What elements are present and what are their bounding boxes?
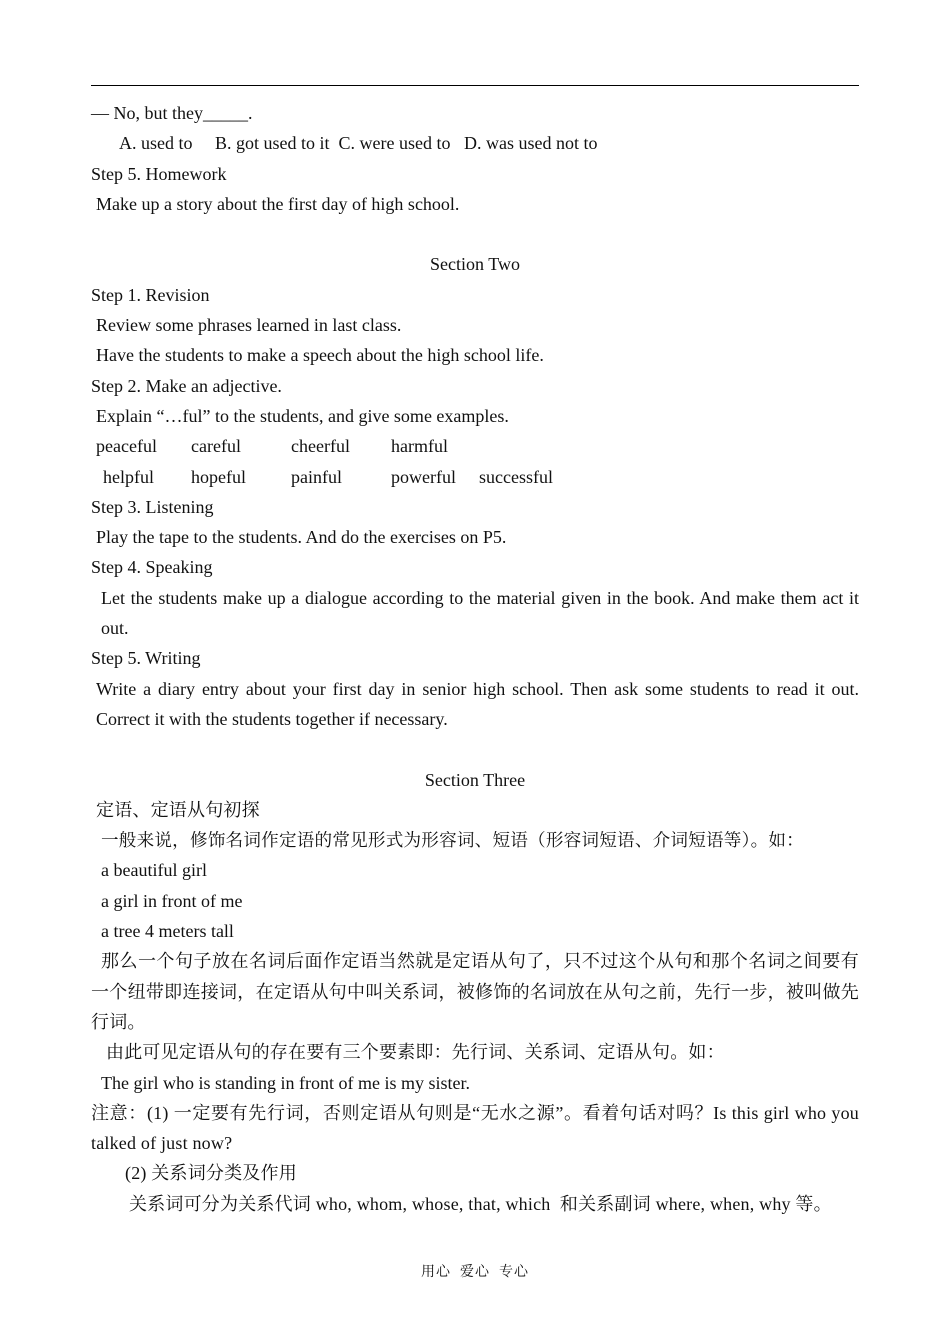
adjective-word: helpful (103, 466, 154, 487)
step-text: Review some phrases learned in last class. (96, 315, 402, 336)
explanation-text: 由此可见定语从句的存在要有三个要素即：先行词、关系词、定语从句。如： (106, 1042, 725, 1063)
adjective-word: successful (479, 466, 553, 487)
step-heading: Step 5. Writing (91, 648, 201, 669)
adjective-row-1 (91, 431, 859, 461)
step-text: Play the tape to the students. And do the exercises on P5. (96, 527, 507, 548)
step-paragraph (91, 583, 859, 644)
topic-text: 一般来说，修饰名词作定语的常见形式为形容词、短语（形容词短语、介词短语等）。如： (101, 830, 804, 851)
note-subheading: (2) 关系词分类及作用 (125, 1163, 297, 1184)
adjective-word: painful (291, 466, 342, 487)
step-heading: Step 4. Speaking (91, 557, 213, 578)
section-title: Section Three (424, 769, 526, 790)
header-rule (91, 85, 859, 86)
adjective-word: peaceful (96, 436, 157, 457)
explanation-paragraph (91, 946, 859, 1037)
example-phrase: a beautiful girl (101, 860, 207, 881)
step-paragraph (91, 674, 859, 735)
explanation-text: 那么一个句子放在名词后面作定语当然就是定语从句了，只不过这个从句和那个名词之间要有一个纽带即连接词，在定语从句中叫关系词，被修饰的名词放在从句之前，先行一步，被叫做先行词。 (91, 951, 859, 1032)
step-text: Make up a story about the first day of high school. (96, 193, 460, 214)
question-line: — No, but they_____. (91, 103, 253, 123)
step-paragraph-text: Let the students make up a dialogue according to the material given in the book. And make them act it out. (101, 587, 859, 639)
adjective-word: careful (191, 436, 241, 457)
answer-options: A. used to B. got used to it C. were used to D. was used not to (119, 133, 598, 154)
example-phrase: a tree 4 meters tall (101, 921, 234, 942)
adjective-row-2 (91, 462, 859, 492)
example-sentence: The girl who is standing in front of me is my sister. (101, 1072, 470, 1093)
adjective-word: powerful (391, 466, 456, 487)
adjective-word: cheerful (291, 436, 350, 457)
section-title: Section Two (430, 254, 520, 275)
page-footer: 用心 爱心 专心 (421, 1265, 529, 1280)
step-paragraph-text: Write a diary entry about your first day in senior high school. Then ask some students to read it out. Correct it with the students together if necessary. (96, 678, 859, 729)
document-body (91, 98, 859, 1219)
adjective-word: hopeful (191, 466, 246, 487)
step-text: Have the students to make a speech about the high school life. (96, 345, 544, 366)
step-heading: Step 3. Listening (91, 496, 214, 517)
step-heading: Step 2. Make an adjective. (91, 375, 282, 396)
example-phrase: a girl in front of me (101, 890, 243, 911)
adjective-word: harmful (391, 436, 448, 457)
topic-heading: 定语、定语从句初探 (96, 799, 260, 820)
step-heading: Step 5. Homework (91, 163, 227, 184)
step-heading: Step 1. Revision (91, 284, 210, 305)
note-paragraph: 注意：(1) 一定要有先行词，否则定语从句则是“无水之源”。看着句话对吗？Is this girl who you talked of just now? (91, 1102, 859, 1154)
note-text: 关系词可分为关系代词 who, whom, whose, that, which 和关系副词 where, when, why 等。 (129, 1193, 832, 1214)
step-text: Explain “…ful” to the students, and give some examples. (96, 405, 509, 426)
